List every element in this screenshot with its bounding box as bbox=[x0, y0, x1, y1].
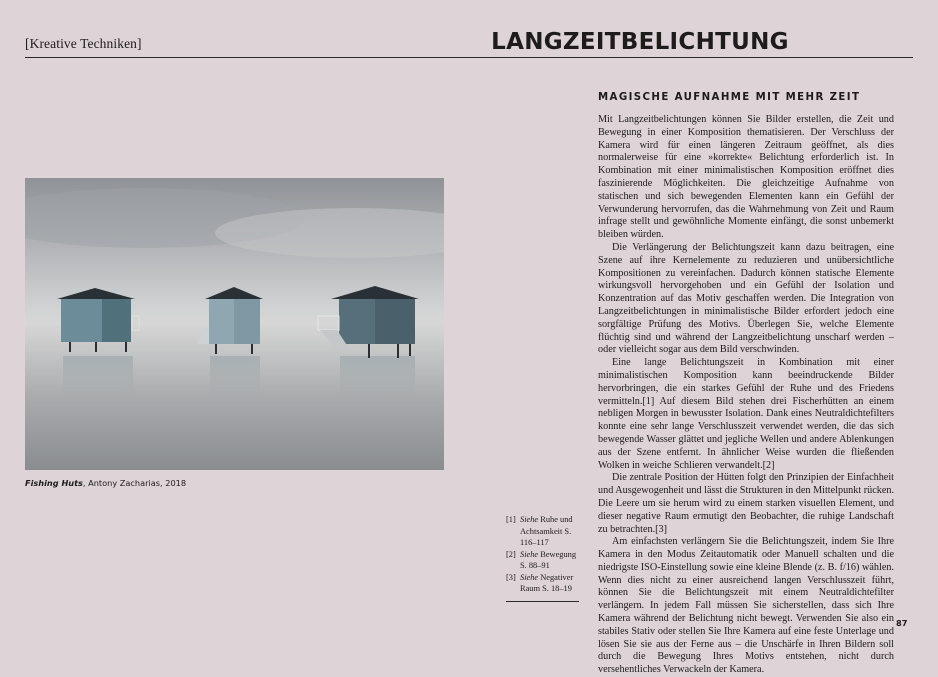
sidenote bbox=[506, 572, 584, 595]
paragraph: Eine lange Belichtungszeit in Kombination mit einer minimalistischen Komposition kann beeindruckende Bilder hervorbringen, die ein starkes Gefühl der Ruhe und des Friedens vermitteln.[1] Auf diesem Bild stehen drei Fischerhütten an einem nebligen Morgen in bewusster Isolation. Dank eines Neutraldichtefilters konnte eine sehr lange Verschlusszeit verwendet werden, die das sich bewegende Wasser glättet und jegliche Wellen und andere Ablenkungen aus der Szene entfernt. In ähnlicher Weise wurden die fließenden Wolken in weiche Schlieren verwandelt.[2] bbox=[598, 357, 894, 471]
sidenote-number: [2] bbox=[506, 549, 516, 559]
sidenote-see: Siehe bbox=[520, 515, 539, 524]
paragraph: Die Verlängerung der Belichtungszeit kann dazu beitragen, eine Szene auf ihre Kernelemente zu reduzieren und unübersichtliche Kompositionen zu vereinfachen. Dadurch können statische Elemente wirkungsvoll hervorgehoben und ein Gefühl der Isolation und Konzentration auf das Motiv geschaffen werden. Die Integration von Langzeitbelichtungen in minimalistische Bilder erfordert jedoch eine sorgfältige Prüfung des Motivs. Überlegen Sie, welche Elemente flüchtig sind und während der Langzeitbelichtung unscharf werden – oder vielleicht sogar aus dem Bild verschwinden. bbox=[598, 241, 894, 356]
sidenote-see: Siehe bbox=[520, 572, 539, 582]
sidenote bbox=[506, 514, 584, 549]
page-number: 87 bbox=[896, 618, 908, 628]
sidenote-text: Ruhe und Achtsamkeit S. 116–117 bbox=[520, 515, 573, 547]
sidenote-text: Bewegung S. 88–91 bbox=[520, 549, 577, 570]
sidenotes bbox=[506, 514, 584, 595]
paragraph: Am einfachsten verlängern Sie die Belichtungszeit, indem Sie Ihre Kamera in den Modus Zeitautomatik oder Manuell schalten und die niedrigste ISO-Einstellung sowie eine kleine Blende (z. B. f/16) wählen. Wenn dies nicht zu einer ausreichend langen Verschlusszeit führt, können Sie die Belichtungszeit mit einem Neutraldichtefilter verlängern. In jedem Fall müssen Sie sicherstellen, dass sich Ihre Kamera während der Belichtung nicht bewegt. Verwenden Sie also ein stabiles Stativ oder stellen Sie Ihre Kamera auf eine feste Unterlage und lösen Sie sie aus der Ferne aus – die Unschärfe in Ihren Bildern soll durch die Bewegung Ihres Motivs entstehen, nicht durch versehentliches Verwackeln der Kamera. bbox=[598, 536, 894, 676]
caption-credit: , Antony Zacharias, 2018 bbox=[82, 478, 187, 488]
fishing-huts-photo bbox=[25, 178, 444, 470]
paragraph: Mit Langzeitbelichtungen können Sie Bilder erstellen, die Zeit und Bewegung in einer Komposition thematisieren. Der Verschluss der Kamera wird für einen längeren Zeitraum geöffnet, als dies normalerweise für eine »korrekte« Belichtung erforderlich ist. In Kombination mit einer minimalistischen Komposition eröffnet dies faszinierende Möglichkeiten. Die gleichzeitige Aufnahme von statischen und sich bewegenden Elementen kann ein Gefühl der Verwunderung hervorrufen, das die Wahrnehmung von Zeit und Raum infrage stellt und gewöhnliche Momente einfängt, die sonst unbemerkt bleiben würden. bbox=[598, 114, 894, 241]
section-tag: [Kreative Techniken] bbox=[25, 36, 142, 51]
sidenote bbox=[506, 549, 584, 572]
sidenote-see: Siehe bbox=[520, 549, 539, 559]
page-title: LANGZEITBELICHTUNG bbox=[491, 29, 789, 55]
sidenote-text: Negativer Raum S. 18–19 bbox=[520, 572, 574, 593]
photo-caption bbox=[25, 478, 186, 488]
article-subheading: MAGISCHE AUFNAHME MIT MEHR ZEIT bbox=[598, 92, 861, 103]
sidenote-number: [1] bbox=[506, 515, 516, 524]
article-body bbox=[598, 114, 894, 677]
caption-title: Fishing Huts bbox=[25, 478, 83, 488]
sidenotes-rule bbox=[506, 601, 579, 602]
sidenote-number: [3] bbox=[506, 572, 516, 582]
header-rule bbox=[25, 57, 913, 58]
paragraph: Die zentrale Position der Hütten folgt den Prinzipien der Einfachheit und Ausgewogenheit und lässt die Strukturen in den Mittelpunkt rücken. Die Leere um sie herum wird zu einem starken visuellen Element, und dieser negative Raum ermutigt den Beobachter, die ruhige Landschaft zu betrachten.[3] bbox=[598, 472, 894, 535]
